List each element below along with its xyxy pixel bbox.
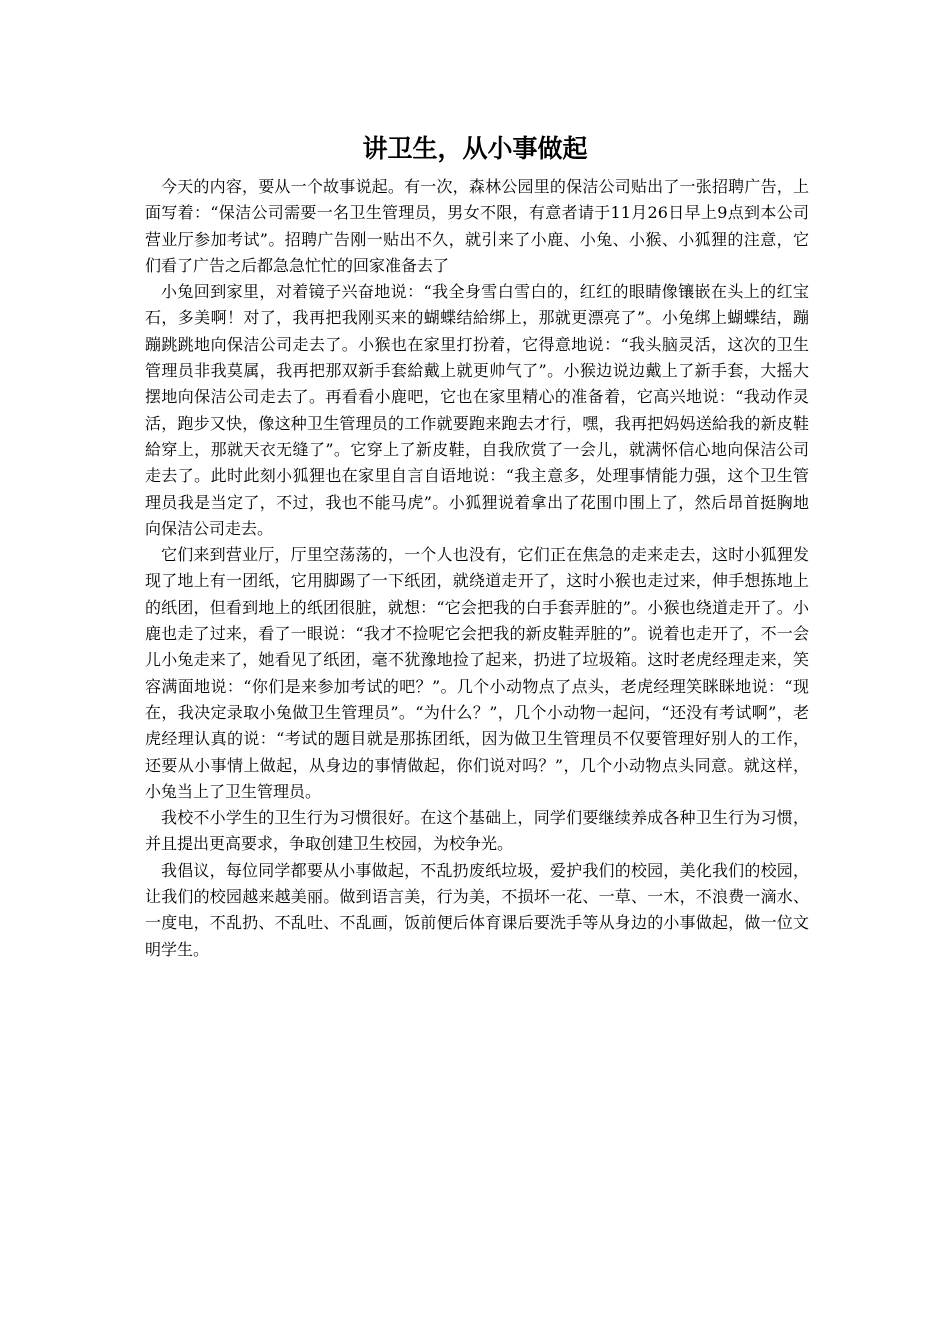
- document-body: [145, 174, 809, 963]
- paragraph-exam: 它们来到营业厅，厅里空荡荡的，一个人也没有，它们正在焦急的走来走去，这时小狐狸发现了地上有一团纸，它用脚踢了一下纸团，就绕道走开了，这时小猴也走过来，伸手想拣地上的纸团，但看到地上的纸团很脏，就想：“它会把我的白手套弄脏的”。小猴也绕道走开了。小鹿也走了过来，看了一眼说：“我才不捡呢它会把我的新皮鞋弄脏的”。说着也走开了，不一会儿小兔走来了，她看见了纸团，毫不犹豫地捡了起来，扔进了垃圾箱。这时老虎经理走来，笑容满面地说：“你们是来参加考试的吧？”。几个小动物点了点头，老虎经理笑眯眯地说：“现在，我决定录取小兔做卫生管理员”。“为什么？”，几个小动物一起问，“还没有考试啊”，老虎经理认真的说：“考试的题目就是那拣团纸，因为做卫生管理员不仅要管理好别人的工作，还要从小事情上做起，从身边的事情做起，你们说对吗？”，几个小动物点头同意。就这样，小兔当上了卫生管理员。: [145, 545, 809, 801]
- document-title: 讲卫生，从小事做起: [362, 134, 588, 163]
- paragraph-proposal: 我倡议，每位同学都要从小事做起，不乱扔废纸垃圾，爱护我们的校园，美化我们的校园，让我们的校园越来越美丽。做到语言美，行为美，不损坏一花、一草、一木，不浪费一滴水、一度电，不乱扔、不乱吐、不乱画，饭前便后体育课后要洗手等从身边的小事做起，做一位文明学生。: [145, 860, 809, 959]
- paragraph-preparation: 小兔回到家里，对着镜子兴奋地说：“我全身雪白雪白的，红红的眼睛像镶嵌在头上的红宝石，多美啊！对了，我再把我刚买来的蝴蝶结給绑上，那就更漂亮了”。小兔绑上蝴蝶结，蹦蹦跳跳地向保洁公司走去了。小猴也在家里打扮着，它得意地说：“我头脑灵活，这次的卫生管理员非我莫属，我再把那双新手套給戴上就更帅气了”。小猴边说边戴上了新手套，大摇大摆地向保洁公司走去了。再看看小鹿吧，它也在家里精心的准备着，它高兴地说：“我动作灵活，跑步又快，像这种卫生管理员的工作就要跑来跑去才行，嘿，我再把妈妈送給我的新皮鞋給穿上，那就天衣无缝了”。它穿上了新皮鞋，自我欣赏了一会儿，就满怀信心地向保洁公司走去了。此时此刻小狐狸也在家里自言自语地说：“我主意多，处理事情能力强，这个卫生管理员我是当定了，不过，我也不能马虎”。小狐狸说着拿出了花围巾围上了，然后昂首挺胸地向保洁公司走去。: [145, 282, 809, 538]
- paragraph-school: 我校不小学生的卫生行为习惯很好。在这个基础上，同学们要继续养成各种卫生行为习惯，并且提出更高要求，争取创建卫生校园，为校争光。: [145, 808, 809, 854]
- paragraph-intro: 今天的内容，要从一个故事说起。有一次，森林公园里的保洁公司贴出了一张招聘广告，上面写着：“保洁公司需要一名卫生管理员，男女不限，有意者请于11月26日早上9点到本公司营业厅参加考试”。招聘广告刚一贴出不久，就引来了小鹿、小兔、小猴、小狐狸的注意，它们看了广告之后都急急忙忙的回家准备去了: [145, 177, 809, 275]
